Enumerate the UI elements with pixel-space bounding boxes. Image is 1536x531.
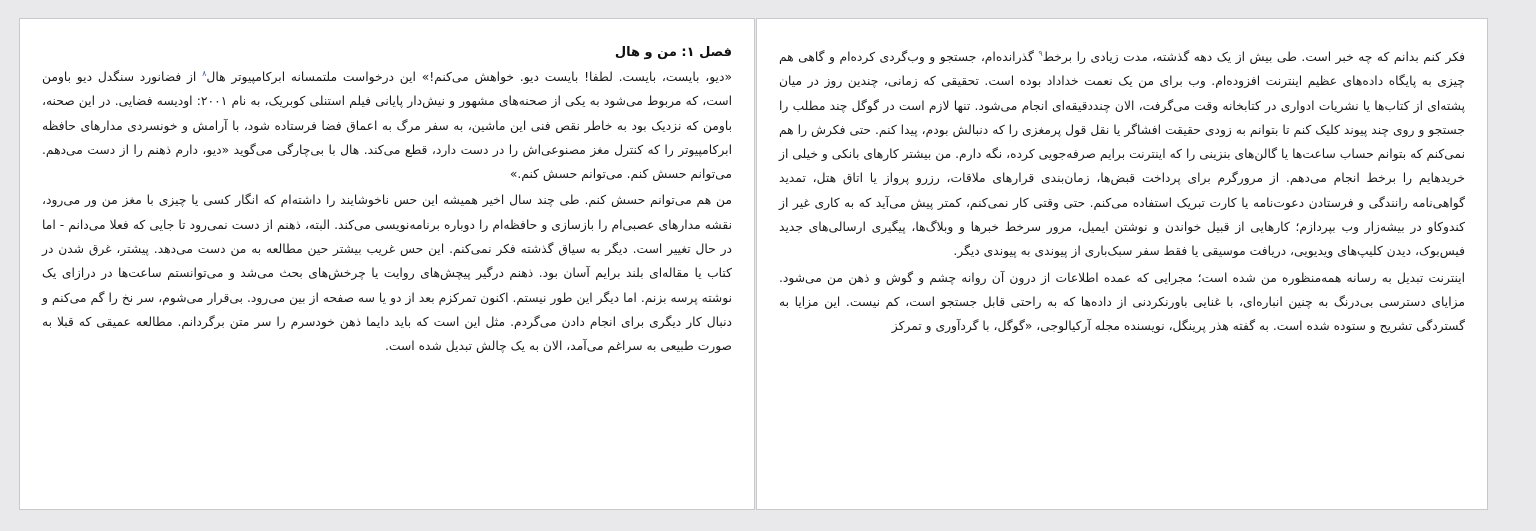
paragraph <box>42 65 732 186</box>
document-page-right <box>756 18 1488 510</box>
paragraph-text: فکر کنم بدانم که چه خبر است. طی بیش از یک دهه گذشته، مدت زیادی را برخط <box>1042 50 1465 64</box>
page-right-content <box>779 45 1465 341</box>
chapter-heading: فصل ۱: من و هال <box>614 45 732 60</box>
paragraph-text: «دیو، بایست، بایست. لطفا! بایست دیو. خواهش می‌کنم!» این درخواست ملتمسانه ابرکامپیوتر هال <box>206 70 732 84</box>
paragraph: اینترنت تبدیل به رسانه همه‌منظوره من شده است؛ مجرایی که عمده اطلاعات از درون آن روانه چشم و گوش و ذهن من می‌شود. مزایای دسترسی بی‌درنگ به چنین انباره‌ای، با غنایی باورنکردنی از داده‌ها که به راحتی قابل جستجو است، کم نیست. این مزایا به گستردگی تشریح و ستوده شده است. به گفته هذر پرینگل، نویسنده مجله آرکیالوجی، «گوگل، با گردآوری و تمرکز <box>779 270 1465 334</box>
footnote-marker[interactable]: ۹ <box>1038 48 1043 58</box>
paragraph <box>779 45 1465 264</box>
footnote-marker[interactable]: ۸ <box>202 68 207 78</box>
paragraph-text: گذرانده‌ام، جستجو و وب‌گردی کرده‌ام و گاهی هم چیزی به پایگاه داده‌های عظیم اینترنت افزوده‌ام. وب برای من یک نعمت خداداد بوده است. تحقیقی که زمانی، چندین روز در میان پشته‌ای از کتاب‌ها یا نشریات ادواری در کتابخانه وقت می‌گرفت، الان چنددقیقه‌ای انجام می‌شود. تنها لازم است در گوگل چند مطلب را جستجو و روی چند پیوند کلیک کنم تا بتوانم به زودی حقیقت افشاگر یا نقل قول پرمغزی را که دنبالش بودم، پیدا کنم. حتی فکرش را هم نمی‌کنم که بتوانم حساب ساعت‌ها یا گالن‌های بنزینی را که اینترنت برایم صرفه‌جویی کرده، نگه دارم. من بیشتر کارهای بانکی و خیلی از خریدهایم را برخط انجام می‌دهم. از مرورگرم برای پرداخت قبض‌ها، زمان‌بندی قرارهای ملاقات، رزرو پرواز یا اتاق هتل، تمدید گواهی‌نامه رانندگی و فرستادن دعوت‌نامه یا کارت تبریک استفاده می‌کنم. حتی وقتی کار نمی‌کنم، کمتر پیش می‌آید که به کاری غیر از کندوکاو در بیشه‌زار وب بپردازم؛ کارهایی از قبیل خواندن و نوشتن ایمیل، مرور سرخط خبرها و وبلاگ‌ها، پیگیری ارسالی‌های جدید فیس‌بوک، دیدن کلیپ‌های ویدیویی، دریافت موسیقی یا فقط سفر سبک‌باری از پیوندی به پیوندی دیگر. <box>779 50 1465 259</box>
page-left-content <box>42 41 732 361</box>
paragraph: من هم می‌توانم حسش کنم. طی چند سال اخیر همیشه این حس ناخوشایند را داشته‌ام که انگار کسی یا چیزی با مغز من ور می‌رود، نقشه مدارهای عصبی‌ام را بازسازی و حافظه‌ام را دوباره برنامه‌نویسی می‌کند. البته، ذهنم از دست نمی‌رود تا جایی که فعلا می‌دانم - اما در حال تغییر است. دیگر به سیاق گذشته فکر نمی‌کنم. این حس غریب بیشتر حین مطالعه به من دست می‌دهد. پیشتر، غرق شدن در کتاب یا مقاله‌ای بلند برایم آسان بود. ذهنم درگیر پیچش‌های روایت یا چرخش‌های بحث می‌شد و می‌توانستم ساعت‌ها در درازای یک نوشته پرسه بزنم. اما دیگر این طور نیستم. اکنون تمرکزم بعد از دو یا سه صفحه از بین می‌رود. بی‌قرار می‌شوم، سر نخ را گم می‌کنم و دنبال کار دیگری برای انجام دادن می‌گردم. مثل این است که باید دایما ذهن خودسرم را سر متن برگردانم. مطالعه عمیقی که قبلا به صورت طبیعی به سراغم می‌آمد، الان به یک چالش تبدیل شده است. <box>42 193 732 354</box>
paragraph-text: از فضانورد سنگدل دیو باومن است، که مربوط می‌شود به یکی از صحنه‌های مشهور و نیش‌دار پایانی فیلم استنلی کوبریک، به نام ۲۰۰۱: اودیسه فضایی. در این صحنه، باومن که نزدیک بود به خاطر نقص فنی این ماشین، به سفر مرگ به اعماق فضا فرستاده شود، با آرامش و خونسردی مدارهای حافظه ابرکامپیوتر را که کنترل مغز مصنوعی‌اش را در دست دارد، قطع می‌کند. هال با بی‌چارگی می‌گوید «دیو، دارم ذهنم را از دست می‌دهم. می‌توانم حسش کنم. می‌توانم حسش کنم.» <box>42 70 733 182</box>
document-page-left <box>19 18 755 510</box>
